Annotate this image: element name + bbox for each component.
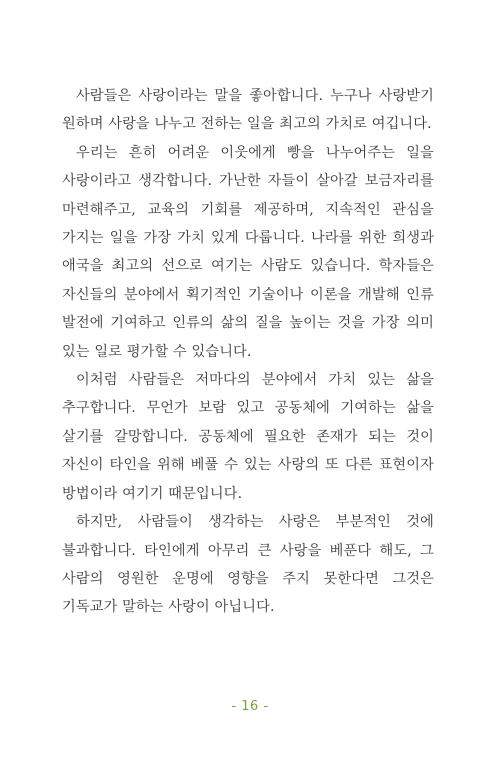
page-number: - 16 -: [231, 699, 269, 714]
paragraph-1: 사람들은 사랑이라는 말을 좋아합니다. 누구나 사랑받기 원하며 사랑을 나누고 전하는 일을 최고의 가치로 여깁니다.: [62, 88, 434, 133]
paragraph-4: 하지만, 사람들이 생각하는 사랑은 부분적인 것에 불과합니다. 타인에게 아무리 큰 사랑을 베푼다 해도, 그 사람의 영원한 운명에 영향을 주지 못한다면 그것은 기독교가 말하는 사랑이 아닙니다.: [62, 514, 434, 616]
paragraph-2: 우리는 흔히 어려운 이웃에게 빵을 나누어주는 일을 사랑이라고 생각합니다. 가난한 자들이 살아갈 보금자리를 마련해주고, 교육의 기회를 제공하며, 지속적인 관심을 가지는 일을 가장 가치 있게 다룹니다. 나라를 위한 희생과 애국을 최고의 선으로 여기는 사람도 있습니다. 학자들은 자신들의 분야에서 획기적인 기술이나 이론을 개발해 인류 발전에 기여하고 인류의 삶의 질을 높이는 것을 가장 의미 있는 일로 평가할 수 있습니다.: [62, 144, 434, 360]
paragraph-3: 이처럼 사람들은 저마다의 분야에서 가치 있는 삶을 추구합니다. 무언가 보람 있고 공동체에 기여하는 삶을 살기를 갈망합니다. 공동체에 필요한 존재가 되는 것이 자신이 타인을 위해 베풀 수 있는 사랑의 또 다른 표현이자 방법이라 여기기 때문입니다.: [62, 372, 434, 502]
body-text: [62, 82, 434, 622]
